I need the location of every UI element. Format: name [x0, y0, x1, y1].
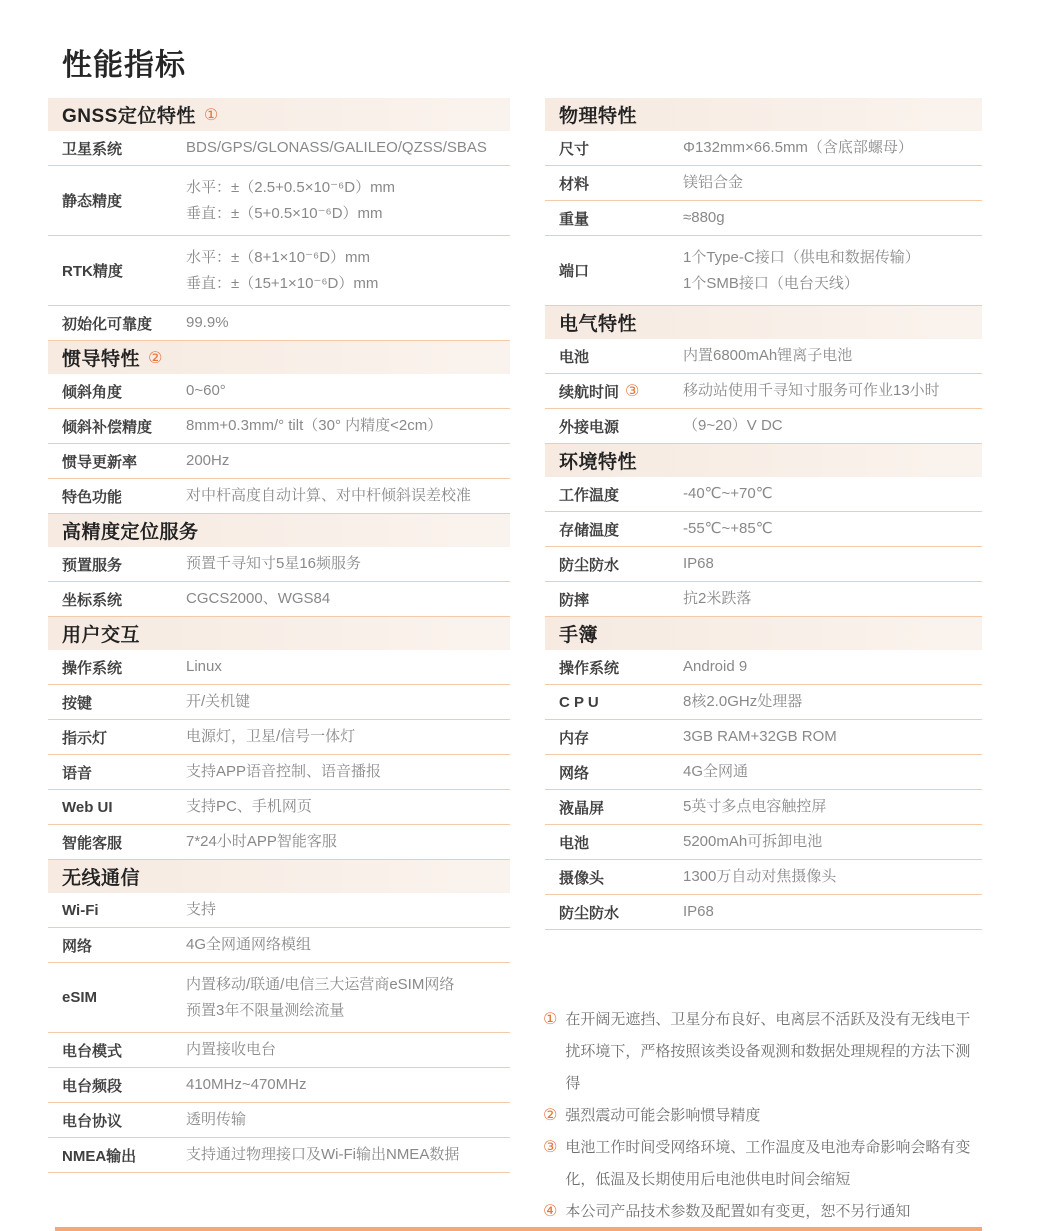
section-title: 物理特性	[559, 106, 638, 127]
row-label-wrap	[62, 1075, 186, 1096]
section-title: 用户交互	[62, 625, 141, 646]
spec-row	[545, 339, 982, 374]
spec-row	[545, 512, 982, 547]
row-label: 重量	[559, 210, 590, 228]
row-values	[186, 794, 510, 820]
row-label: 电池	[559, 834, 590, 852]
row-value: 0~60°	[186, 382, 226, 399]
row-value: 8mm+0.3mm/° tilt（30° 内精度<2cm）	[186, 417, 443, 434]
row-label: 液晶屏	[559, 799, 605, 817]
spec-row	[545, 201, 982, 236]
section-title: 电气特性	[559, 314, 638, 335]
row-label-wrap	[62, 589, 186, 610]
bottom-accent-bar	[55, 1227, 982, 1231]
row-label: Web UI	[62, 798, 113, 816]
row-label: 静态精度	[62, 193, 123, 210]
section-header	[545, 306, 982, 339]
row-values	[186, 1037, 510, 1063]
row-label-wrap	[62, 727, 186, 748]
footnote	[543, 1196, 985, 1228]
row-value: 7*24小时APP智能客服	[186, 833, 337, 850]
row-label-wrap	[559, 381, 683, 402]
row-values	[186, 829, 510, 855]
row-label: Wi-Fi	[62, 901, 99, 919]
row-value: 支持通过物理接口及Wi-Fi输出NMEA数据	[186, 1146, 460, 1163]
row-label: 坐标系统	[62, 591, 123, 609]
footnote	[543, 1004, 985, 1100]
section-header	[48, 860, 510, 893]
row-label-wrap	[62, 486, 186, 507]
row-values	[186, 932, 510, 958]
row-value: 8核2.0GHz处理器	[683, 693, 803, 710]
row-values	[683, 724, 982, 750]
row-value: Φ132mm×66.5mm（含底部螺母）	[683, 139, 913, 156]
row-values	[683, 343, 982, 369]
row-value: Linux	[186, 658, 222, 675]
spec-row	[48, 1138, 510, 1173]
row-label: 指示灯	[62, 729, 108, 747]
row-label-wrap	[62, 554, 186, 575]
row-value: 开/关机键	[186, 693, 251, 710]
row-label-wrap	[559, 694, 683, 711]
row-value: 3GB RAM+32GB ROM	[683, 728, 837, 745]
row-label: 按键	[62, 694, 93, 712]
row-value: 对中杆高度自动计算、对中杆倾斜误差校准	[186, 487, 472, 504]
row-value: 99.9%	[186, 314, 229, 331]
row-value: BDS/GPS/GLONASS/GALILEO/QZSS/SBAS	[186, 139, 487, 156]
row-value: 4G全网通	[683, 763, 749, 780]
row-value: 支持	[186, 901, 217, 918]
section-header	[48, 514, 510, 547]
section-header	[545, 617, 982, 650]
row-values	[683, 135, 982, 161]
row-label: 预置服务	[62, 556, 123, 574]
section-title: 无线通信	[62, 868, 141, 889]
row-values	[683, 759, 982, 785]
section-title: 手簿	[559, 625, 599, 646]
row-label: 操作系统	[559, 659, 620, 677]
row-values	[683, 413, 982, 439]
row-label: 语音	[62, 764, 93, 782]
row-value: 5200mAh可拆卸电池	[683, 833, 823, 850]
row-values	[186, 378, 510, 404]
row-value: 4G全网通网络模组	[186, 936, 312, 953]
row-label-wrap	[62, 381, 186, 402]
spec-row	[48, 444, 510, 479]
row-label: 内存	[559, 729, 590, 747]
row-label: NMEA输出	[62, 1147, 137, 1165]
spec-row	[545, 131, 982, 166]
row-label-wrap	[62, 902, 186, 919]
spec-row	[48, 650, 510, 685]
row-label-wrap	[559, 867, 683, 888]
section-title: 环境特性	[559, 452, 638, 473]
spec-row	[48, 755, 510, 790]
spec-row	[48, 1033, 510, 1068]
row-values	[683, 378, 982, 404]
section-header	[545, 444, 982, 477]
section-note-number: ①	[203, 106, 219, 124]
row-label: 操作系统	[62, 659, 123, 677]
row-label: 尺寸	[559, 140, 590, 158]
row-value: 内置移动/联通/电信三大运营商eSIM网络	[186, 975, 455, 993]
row-value: 电源灯，卫星/信号一体灯	[186, 728, 356, 745]
row-label: eSIM	[62, 989, 98, 1006]
spec-row	[48, 893, 510, 928]
row-label-wrap	[62, 935, 186, 956]
row-label: 初始化可靠度	[62, 315, 153, 333]
footnote-number: ①	[543, 1011, 558, 1028]
row-values	[683, 794, 982, 820]
spec-row	[545, 374, 982, 409]
row-values	[186, 1072, 510, 1098]
row-label: 存储温度	[559, 521, 620, 539]
left-column	[48, 98, 510, 1173]
row-label-wrap	[559, 416, 683, 437]
section-header	[48, 617, 510, 650]
row-label: 摄像头	[559, 869, 605, 887]
row-label-wrap	[559, 346, 683, 367]
row-values	[186, 689, 510, 715]
row-label: 防尘防水	[559, 556, 620, 574]
row-values	[186, 1107, 510, 1133]
row-value: IP68	[683, 555, 714, 572]
row-label: 网络	[559, 764, 590, 782]
row-value: 支持APP语音控制、语音播报	[186, 763, 382, 780]
row-values	[683, 205, 982, 231]
spec-row	[545, 650, 982, 685]
spec-row	[48, 685, 510, 720]
section-header	[48, 98, 510, 131]
row-values	[186, 1142, 510, 1168]
spec-row	[48, 790, 510, 825]
spec-row	[48, 306, 510, 341]
row-values	[683, 245, 982, 297]
spec-row	[545, 825, 982, 860]
row-label: 电台协议	[62, 1112, 123, 1130]
spec-row	[48, 582, 510, 617]
row-label-wrap	[559, 589, 683, 610]
row-values	[186, 759, 510, 785]
row-label-wrap	[62, 313, 186, 334]
row-label-wrap	[559, 138, 683, 159]
row-label-wrap	[62, 1145, 186, 1166]
spec-row	[48, 131, 510, 166]
row-value: 镁铝合金	[683, 174, 744, 191]
row-label: 防尘防水	[559, 904, 620, 922]
row-label-wrap	[62, 692, 186, 713]
row-label-wrap	[559, 519, 683, 540]
row-label-wrap	[559, 208, 683, 229]
spec-row	[545, 755, 982, 790]
row-label-wrap	[62, 138, 186, 159]
row-label: 电池	[559, 348, 590, 366]
page-title: 性能指标	[62, 49, 186, 82]
spec-row	[48, 963, 510, 1033]
row-label-wrap	[559, 554, 683, 575]
row-value: 内置6800mAh锂离子电池	[683, 347, 853, 364]
row-label-wrap	[62, 989, 186, 1006]
footnote	[543, 1132, 985, 1196]
row-label-wrap	[62, 260, 186, 281]
row-label: 倾斜补偿精度	[62, 418, 153, 436]
row-values	[186, 724, 510, 750]
row-note-number: ③	[625, 383, 640, 400]
row-label-wrap	[559, 762, 683, 783]
footnote-number: ④	[543, 1203, 558, 1220]
row-value: （9~20）V DC	[683, 417, 783, 434]
footnote-number: ②	[543, 1107, 558, 1124]
row-value: 预置千寻知寸5星16频服务	[186, 555, 362, 572]
row-label-wrap	[559, 797, 683, 818]
row-values	[186, 972, 510, 1024]
row-values	[186, 551, 510, 577]
row-label: 电台频段	[62, 1077, 123, 1095]
footnote-text: 强烈震动可能会影响惯导精度	[565, 1107, 761, 1124]
row-label: 惯导更新率	[62, 453, 138, 471]
row-label-wrap	[559, 173, 683, 194]
row-label-wrap	[559, 727, 683, 748]
row-values	[186, 245, 510, 297]
row-values	[683, 551, 982, 577]
row-value: 1个Type-C接口（供电和数据传输）	[683, 248, 920, 266]
row-value: 垂直：±（5+0.5×10⁻⁶D）mm	[186, 204, 383, 222]
spec-row	[545, 790, 982, 825]
row-value: IP68	[683, 903, 714, 920]
row-label-wrap	[559, 260, 683, 281]
row-values	[683, 864, 982, 890]
row-label-wrap	[62, 1110, 186, 1131]
row-label-wrap	[559, 484, 683, 505]
row-values	[683, 170, 982, 196]
row-values	[186, 135, 510, 161]
row-value: 透明传输	[186, 1111, 247, 1128]
row-value: 内置接收电台	[186, 1041, 277, 1058]
row-value: CGCS2000、WGS84	[186, 590, 331, 607]
row-value: 5英寸多点电容触控屏	[683, 798, 827, 815]
row-values	[683, 586, 982, 612]
row-values	[186, 483, 510, 509]
row-value: 水平：±（2.5+0.5×10⁻⁶D）mm	[186, 178, 396, 196]
spec-row	[48, 479, 510, 514]
spec-row	[545, 547, 982, 582]
spec-row	[545, 895, 982, 930]
spec-row	[48, 547, 510, 582]
row-values	[186, 413, 510, 439]
spec-row	[545, 166, 982, 201]
row-label: 材料	[559, 175, 590, 193]
spec-row	[48, 166, 510, 236]
row-value: 1300万自动对焦摄像头	[683, 868, 837, 885]
row-label-wrap	[559, 902, 683, 923]
row-values	[186, 310, 510, 336]
row-label: RTK精度	[62, 263, 123, 280]
row-values	[683, 654, 982, 680]
footnote-number: ③	[543, 1139, 558, 1156]
row-label-wrap	[62, 416, 186, 437]
row-label-wrap	[62, 657, 186, 678]
spec-row	[545, 685, 982, 720]
row-value: 水平：±（8+1×10⁻⁶D）mm	[186, 248, 371, 266]
row-label: 特色功能	[62, 488, 123, 506]
row-label: 防摔	[559, 591, 590, 609]
footnote-text: 在开阔无遮挡、卫星分布良好、电离层不活跃及没有无线电干扰环境下，严格按照该类设备观测和数据处理规程的方法下测得	[565, 1011, 971, 1092]
row-label: 电台模式	[62, 1042, 123, 1060]
row-values	[186, 448, 510, 474]
row-value: 垂直：±（15+1×10⁻⁶D）mm	[186, 274, 379, 292]
row-label: 卫星系统	[62, 140, 123, 158]
footnotes	[543, 1004, 985, 1228]
row-value: 支持PC、手机网页	[186, 798, 312, 815]
footnote-text: 本公司产品技术参数及配置如有变更，恕不另行通知	[565, 1203, 911, 1220]
row-values	[683, 481, 982, 507]
spec-row	[48, 825, 510, 860]
spec-row	[545, 236, 982, 306]
row-label-wrap	[62, 799, 186, 816]
row-values	[683, 689, 982, 715]
spec-row	[545, 860, 982, 895]
spec-row	[48, 409, 510, 444]
section-title: GNSS定位特性	[62, 106, 196, 127]
row-label-wrap	[62, 1040, 186, 1061]
right-column	[545, 98, 982, 930]
spec-row	[545, 582, 982, 617]
spec-row	[48, 1068, 510, 1103]
row-values	[186, 175, 510, 227]
row-value: 抗2米跌落	[683, 590, 752, 607]
row-label: 网络	[62, 937, 93, 955]
row-values	[683, 516, 982, 542]
footnote	[543, 1100, 985, 1132]
spec-row	[48, 236, 510, 306]
row-label: C P U	[559, 693, 599, 711]
spec-row	[545, 477, 982, 512]
row-label: 续航时间	[559, 383, 620, 401]
row-value: Android 9	[683, 658, 748, 675]
spec-row	[48, 928, 510, 963]
row-value: -40℃~+70℃	[683, 485, 773, 502]
row-value: 410MHz~470MHz	[186, 1076, 307, 1093]
row-values	[186, 897, 510, 923]
row-values	[683, 899, 982, 925]
row-values	[683, 829, 982, 855]
section-title: 惯导特性	[62, 349, 141, 370]
row-value: 200Hz	[186, 452, 230, 469]
row-label-wrap	[559, 657, 683, 678]
section-header	[545, 98, 982, 131]
row-label-wrap	[62, 190, 186, 211]
section-header	[48, 341, 510, 374]
spec-row	[48, 374, 510, 409]
row-values	[186, 654, 510, 680]
row-value: -55℃~+85℃	[683, 520, 773, 537]
row-label: 端口	[559, 263, 590, 280]
row-label-wrap	[62, 832, 186, 853]
row-label-wrap	[62, 762, 186, 783]
row-value: 1个SMB接口（电台天线）	[683, 274, 859, 292]
row-values	[186, 586, 510, 612]
spec-row	[48, 1103, 510, 1138]
row-label: 倾斜角度	[62, 383, 123, 401]
spec-row	[48, 720, 510, 755]
spec-row	[545, 720, 982, 755]
row-label: 外接电源	[559, 418, 620, 436]
row-label: 智能客服	[62, 834, 123, 852]
row-value: ≈880g	[683, 209, 725, 226]
section-note-number: ②	[148, 349, 163, 367]
row-label-wrap	[62, 451, 186, 472]
row-label: 工作温度	[559, 486, 620, 504]
row-label-wrap	[559, 832, 683, 853]
footnote-text: 电池工作时间受网络环境、工作温度及电池寿命影响会略有变化，低温及长期使用后电池供电时间会缩短	[565, 1139, 971, 1188]
row-value: 移动站使用千寻知寸服务可作业13小时	[683, 382, 940, 399]
row-value: 预置3年不限量测绘流量	[186, 1001, 345, 1019]
spec-row	[545, 409, 982, 444]
section-title: 高精度定位服务	[62, 522, 199, 543]
